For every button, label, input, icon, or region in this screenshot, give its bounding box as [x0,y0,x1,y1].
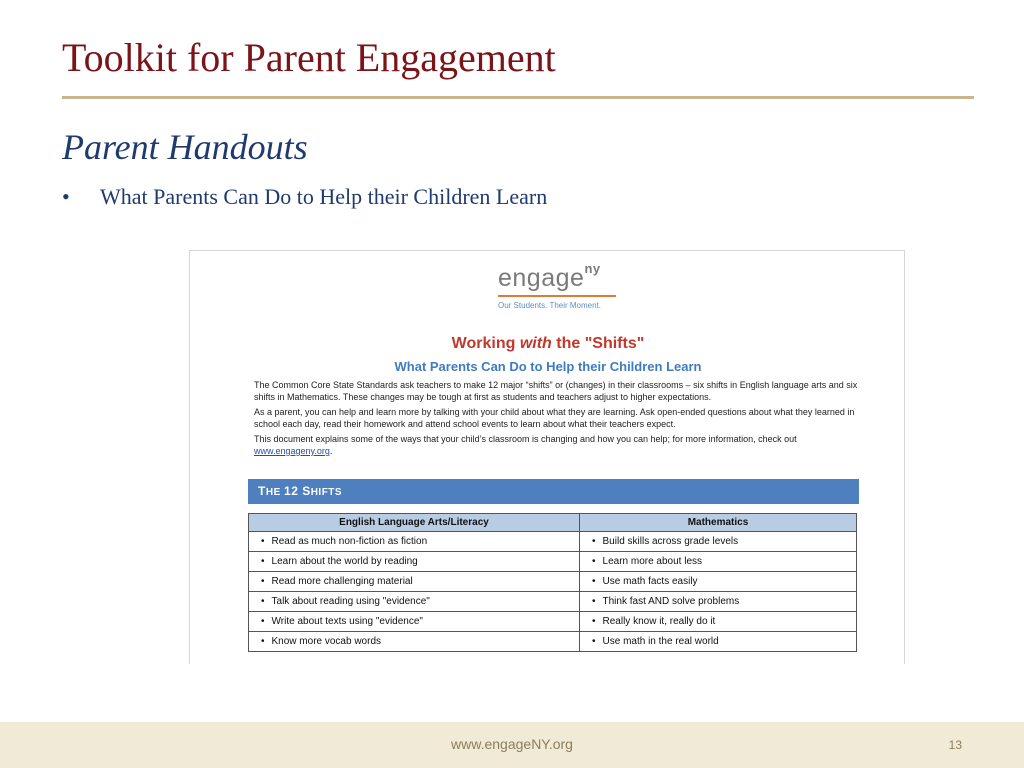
shifts-section-header [248,479,859,504]
shifts-heading-mid: HE [265,487,285,498]
logo-tagline: Our Students. Their Moment. [498,301,602,310]
bullet-icon: • [62,184,70,209]
handout-title-post: the "Shifts" [551,335,645,352]
link-suffix: . [329,446,333,456]
handout-title-em: with [519,335,552,352]
handout-subtitle: What Parents Can Do to Help their Children Learn [394,359,702,374]
logo-text: engage [498,264,585,292]
ela-shift: • Write about texts using "evidence" [249,612,580,632]
column-header-ela: English Language Arts/Literacy [249,514,580,532]
footer-url: www.engageNY.org [451,736,573,752]
table-row [249,592,857,612]
bullet-text: What Parents Can Do to Help their Children Learn [100,184,548,209]
handout-paragraph: The Common Core State Standards ask teachers to make 12 major “shifts” or (changes) in their classrooms – six shifts in English language arts and six shifts in Mathematics. These changes may be tough at first as students and teachers adjust to higher expectations. [254,380,858,402]
table-row [249,632,857,652]
table-row [249,532,857,552]
math-shift: • Use math facts easily [580,572,857,592]
ela-shift: • Talk about reading using "evidence" [249,592,580,612]
logo-superscript: ny [584,261,601,276]
table-header-row [249,514,857,532]
shifts-heading-num: 12 S [284,484,311,498]
engageny-link[interactable]: www.engageny.org [254,446,330,456]
table-row [249,572,857,592]
logo-underline [498,295,616,297]
handout-title-pre: Working [451,335,520,352]
ela-shift: • Read as much non-fiction as fiction [249,532,580,552]
handout-body [254,379,864,460]
ela-shift: • Know more vocab words [249,632,580,652]
handout-preview [189,250,905,664]
shifts-heading-end: HIFTS [310,487,343,498]
title-divider [62,96,974,99]
engageny-logo [498,261,628,310]
ela-shift: • Read more challenging material [249,572,580,592]
math-shift: • Use math in the real world [580,632,857,652]
handout-paragraph [254,433,864,457]
bullet-item [62,186,547,208]
table-row [249,612,857,632]
math-shift: • Learn more about less [580,552,857,572]
handout-title [190,335,906,353]
table-row [249,552,857,572]
math-shift: • Think fast AND solve problems [580,592,857,612]
ela-shift: • Learn about the world by reading [249,552,580,572]
shifts-heading-first: T [258,484,266,498]
slide-footer [0,722,1024,768]
shifts-table [248,513,857,652]
math-shift: • Really know it, really do it [580,612,857,632]
slide-title: Toolkit for Parent Engagement [62,35,556,80]
math-shift: • Build skills across grade levels [580,532,857,552]
column-header-math: Mathematics [580,514,857,532]
page-number: 13 [948,738,962,752]
handout-paragraph-text: This document explains some of the ways that your child’s classroom is changing and how you can help; for more information, check out [254,434,797,444]
section-subheading: Parent Handouts [62,127,308,167]
handout-paragraph: As a parent, you can help and learn more by talking with your child about what they are learning. Ask open-ended questions about what they learned in school each day, read their homework and attend school events to learn about what their teachers expect. [254,407,855,429]
